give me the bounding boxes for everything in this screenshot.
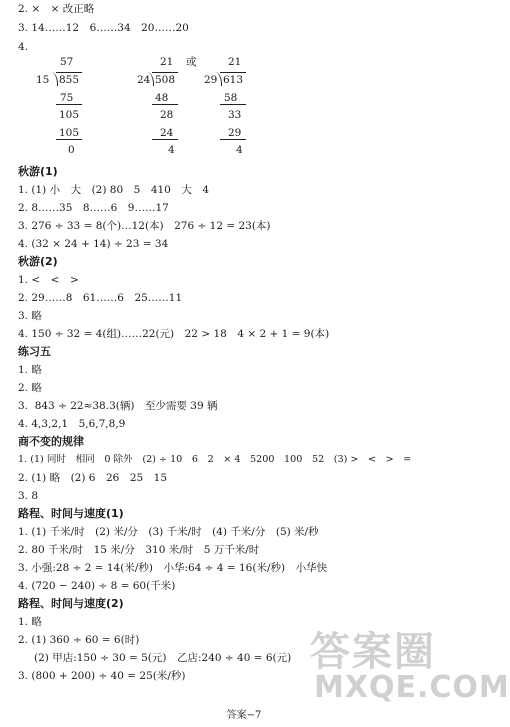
subtrahend: 75 bbox=[60, 92, 74, 104]
answer-line: 1. (1) 千米/时 (2) 米/分 (3) 千米/时 (4) 千米/分 (5) 米/秒 bbox=[18, 526, 319, 538]
answer-line: 2. (1) 略 (2) 6 26 25 15 bbox=[18, 472, 168, 484]
remainder: 28 bbox=[160, 109, 174, 121]
subtrahend: 24 bbox=[160, 127, 174, 139]
answer-line: 1. 略 bbox=[18, 616, 42, 628]
rule-line bbox=[152, 104, 178, 105]
division-bracket bbox=[220, 72, 246, 73]
dividend: 508 bbox=[155, 74, 176, 86]
answer-line: 2. × × 改正略 bbox=[18, 3, 95, 15]
answer-line: 4. bbox=[18, 41, 29, 53]
answer-line: 1. 略 bbox=[18, 364, 42, 376]
answer-line: 3. 276 ÷ 33 = 8(个)…12(本) 276 ÷ 12 = 23(本) bbox=[18, 220, 271, 232]
remainder: 4 bbox=[236, 144, 243, 156]
dividend: 613 bbox=[223, 74, 244, 86]
answer-line: 2. 29……8 61……6 25……11 bbox=[18, 292, 183, 304]
section-heading: 练习五 bbox=[18, 345, 51, 358]
answer-line: 2. 80 千米/时 15 米/分 310 米/时 5 万千米/时 bbox=[18, 544, 260, 556]
answer-line: 3. (800 + 200) ÷ 40 = 25(米/秒) bbox=[18, 670, 186, 682]
divisor: 29 bbox=[204, 74, 218, 86]
subtrahend: 58 bbox=[224, 92, 238, 104]
remainder: 33 bbox=[228, 109, 242, 121]
section-heading: 商不变的规律 bbox=[18, 435, 84, 448]
section-heading: 秋游(2) bbox=[18, 255, 58, 268]
answer-line: 4. 150 ÷ 32 = 4(组)……22(元) 22 > 18 4 × 2 + 1 = 9(本) bbox=[18, 328, 330, 340]
answer-line: 2. (1) 360 ÷ 60 = 6(时) bbox=[18, 634, 140, 646]
answer-line: 3. 略 bbox=[18, 310, 42, 322]
watermark-url: MXQE.COM bbox=[314, 670, 510, 705]
watermark-logo bbox=[300, 620, 510, 720]
remainder: 105 bbox=[59, 109, 80, 121]
answer-line: 1. < < > bbox=[18, 274, 79, 286]
section-heading: 路程、时间与速度(2) bbox=[18, 597, 124, 610]
answer-line: 4. 4,3,2,1 5,6,7,8,9 bbox=[18, 418, 126, 430]
answer-line: 3. 843 ÷ 22≈38.3(辆) 至少需要 39 辆 bbox=[18, 400, 218, 412]
subtrahend: 105 bbox=[59, 127, 80, 139]
watermark-text: 答案圈 bbox=[310, 629, 436, 675]
remainder: 0 bbox=[68, 144, 75, 156]
quotient: 21 bbox=[160, 56, 174, 68]
answer-line: 2. 略 bbox=[18, 382, 42, 394]
answer-line: 4. (32 × 24 + 14) ÷ 23 = 34 bbox=[18, 238, 169, 250]
rule-line bbox=[152, 139, 178, 140]
division-bracket bbox=[56, 72, 82, 73]
answer-line: 4. (720 − 240) ÷ 8 = 60(千米) bbox=[18, 580, 176, 592]
answer-line: 3. 14……12 6……34 20……20 bbox=[18, 22, 189, 34]
quotient: 21 bbox=[228, 56, 242, 68]
section-heading: 秋游(1) bbox=[18, 165, 58, 178]
section-heading: 路程、时间与速度(1) bbox=[18, 507, 124, 520]
rule-line bbox=[220, 139, 246, 140]
division-bracket bbox=[152, 72, 178, 73]
answer-line: 3. 8 bbox=[18, 490, 39, 502]
answer-line: (2) 甲店:150 ÷ 30 = 5(元) 乙店:240 ÷ 40 = 6(元) bbox=[34, 652, 292, 664]
quotient: 57 bbox=[60, 56, 74, 68]
remainder: 4 bbox=[168, 144, 175, 156]
subtrahend: 29 bbox=[228, 127, 242, 139]
rule-line bbox=[56, 104, 82, 105]
page-footer: 答案−7 bbox=[226, 710, 262, 721]
divisor: 24 bbox=[137, 74, 151, 86]
divisor: 15 bbox=[36, 74, 50, 86]
answer-line: 2. 8……35 8……6 9……17 bbox=[18, 202, 169, 214]
rule-line bbox=[220, 104, 246, 105]
subtrahend: 48 bbox=[155, 92, 169, 104]
answer-line: 3. 小强:28 ÷ 2 = 14(米/秒) 小华:64 ÷ 4 = 16(米/秒) 小华快 bbox=[18, 562, 328, 574]
dividend: 855 bbox=[59, 74, 80, 86]
answer-line: 1. (1) 小 大 (2) 80 5 410 大 4 bbox=[18, 184, 210, 196]
or-label: 或 bbox=[186, 56, 197, 68]
rule-line bbox=[56, 139, 82, 140]
answer-line: 1. (1) 同时 相同 0 除外 (2) ÷ 10 6 2 × 4 5200 100 52 (3) > < > = bbox=[18, 454, 412, 465]
